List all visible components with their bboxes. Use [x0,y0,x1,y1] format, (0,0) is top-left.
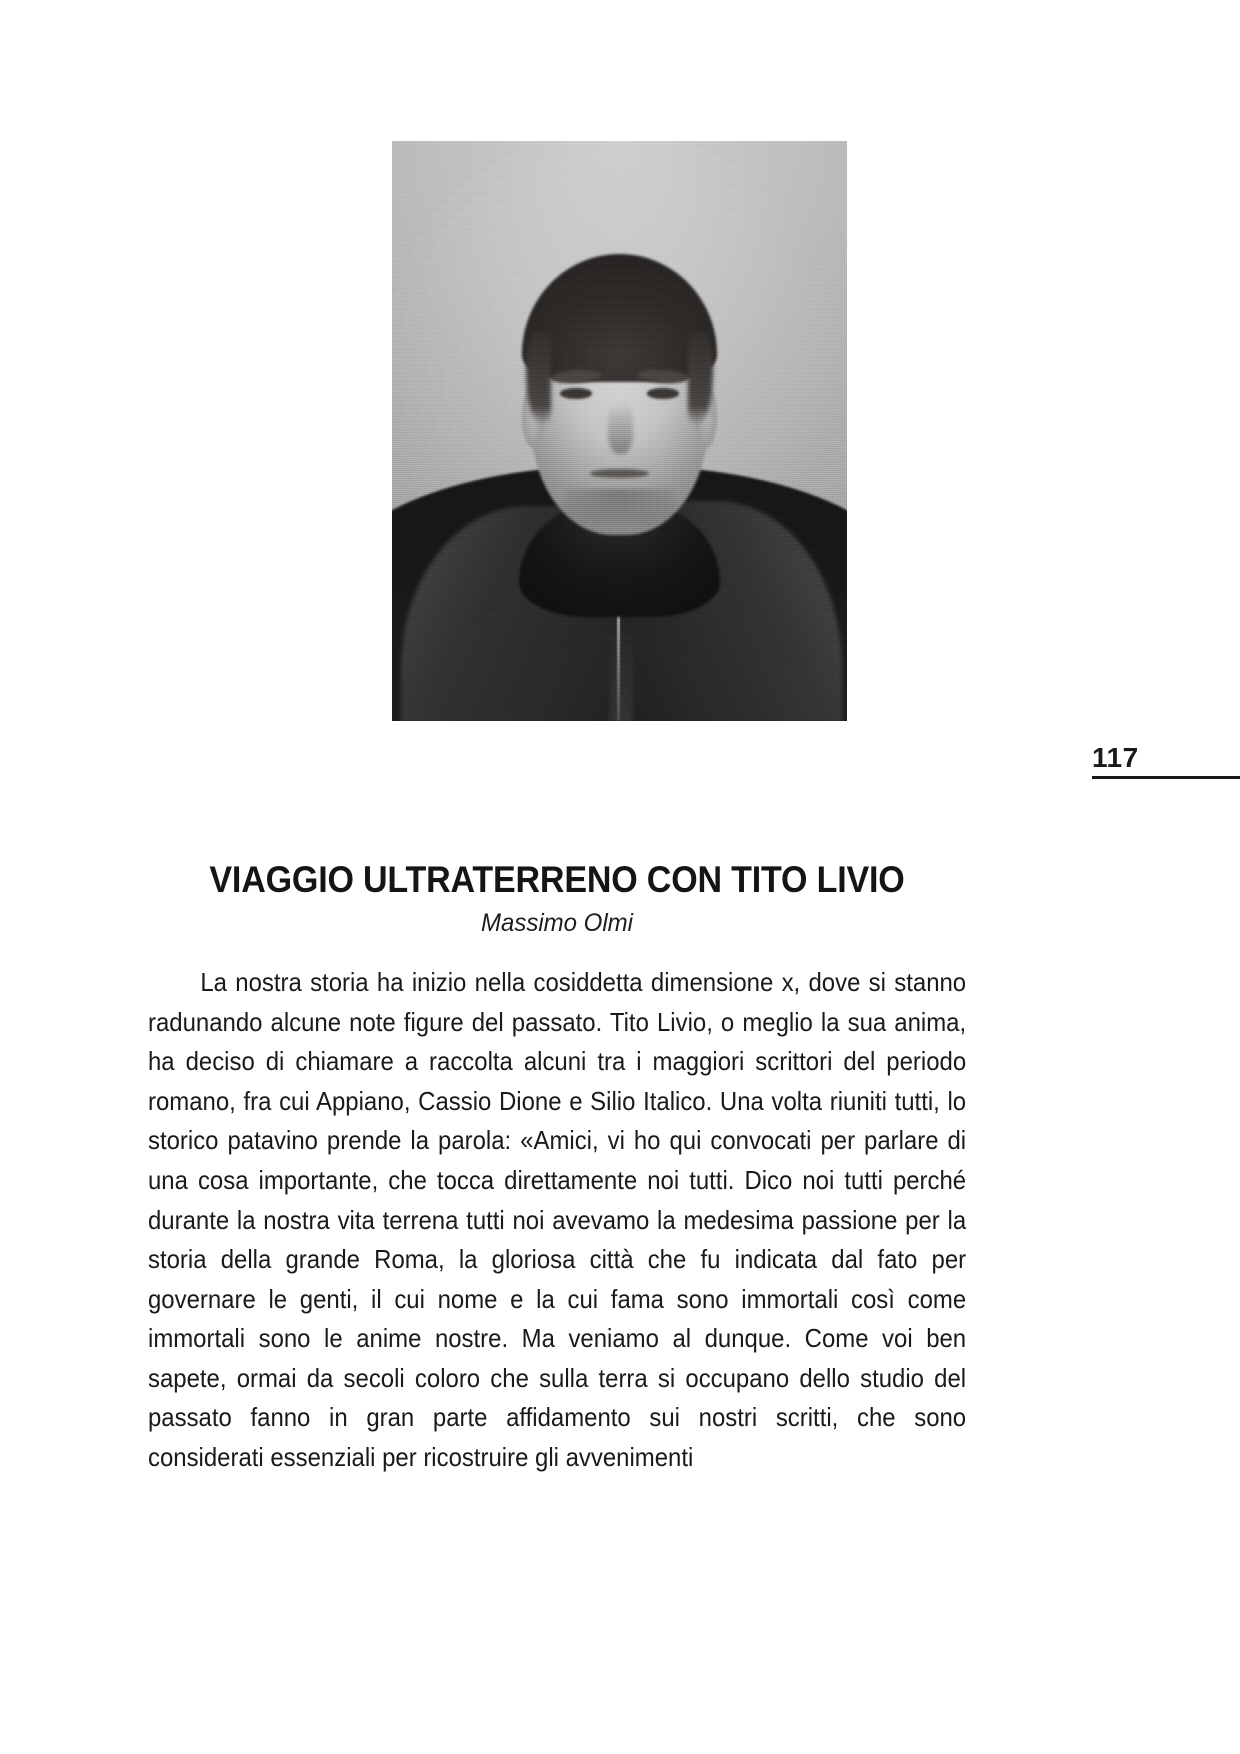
portrait-nose [608,402,633,454]
portrait-eye-left [560,388,592,398]
portrait-mouth [590,469,649,478]
article-body [148,964,966,1479]
body-paragraph: La nostra storia ha inizio nella cosiddetta dimensione x, dove si stanno radunando alcune note figure del passato. Tito Livio, o meglio la sua anima, ha deciso di chiamare a raccolta alcuni tra i maggiori scrittori del periodo romano, fra cui Appiano, Cassio Dione e Silio Italico. Una volta riuniti tutti, lo storico patavino prende la parola: «Amici, vi ho qui convocati per parlare di una cosa importante, che tocca direttamente noi tutti. Dico noi tutti perché durante la nostra vita terrena tutti noi avevamo la medesima passione per la storia della grande Roma, la gloriosa città che fu indicata dal fato per governare le genti, il cui nome e la cui fama sono immortali così come immortali sono le anime nostre. Ma veniamo al dunque. Come voi ben sapete, ormai da secoli coloro che sulla terra si occupano dello studio del passato fanno in gran parte affidamento sui nostri scritti, che sono considerati essenziali per ricostruire gli avvenimenti [148,968,967,1473]
article [148,860,966,1479]
folio-rule [1092,776,1240,779]
article-title: VIAGGIO ULTRATERRENO CON TITO LIVIO [209,859,905,900]
page-number: 117 [1092,742,1139,773]
portrait-eye-right [647,388,679,398]
author-portrait-photo [392,141,847,721]
article-author: Massimo Olmi [480,908,634,937]
folio [990,743,1240,779]
portrait-chin-shadow [565,489,674,524]
